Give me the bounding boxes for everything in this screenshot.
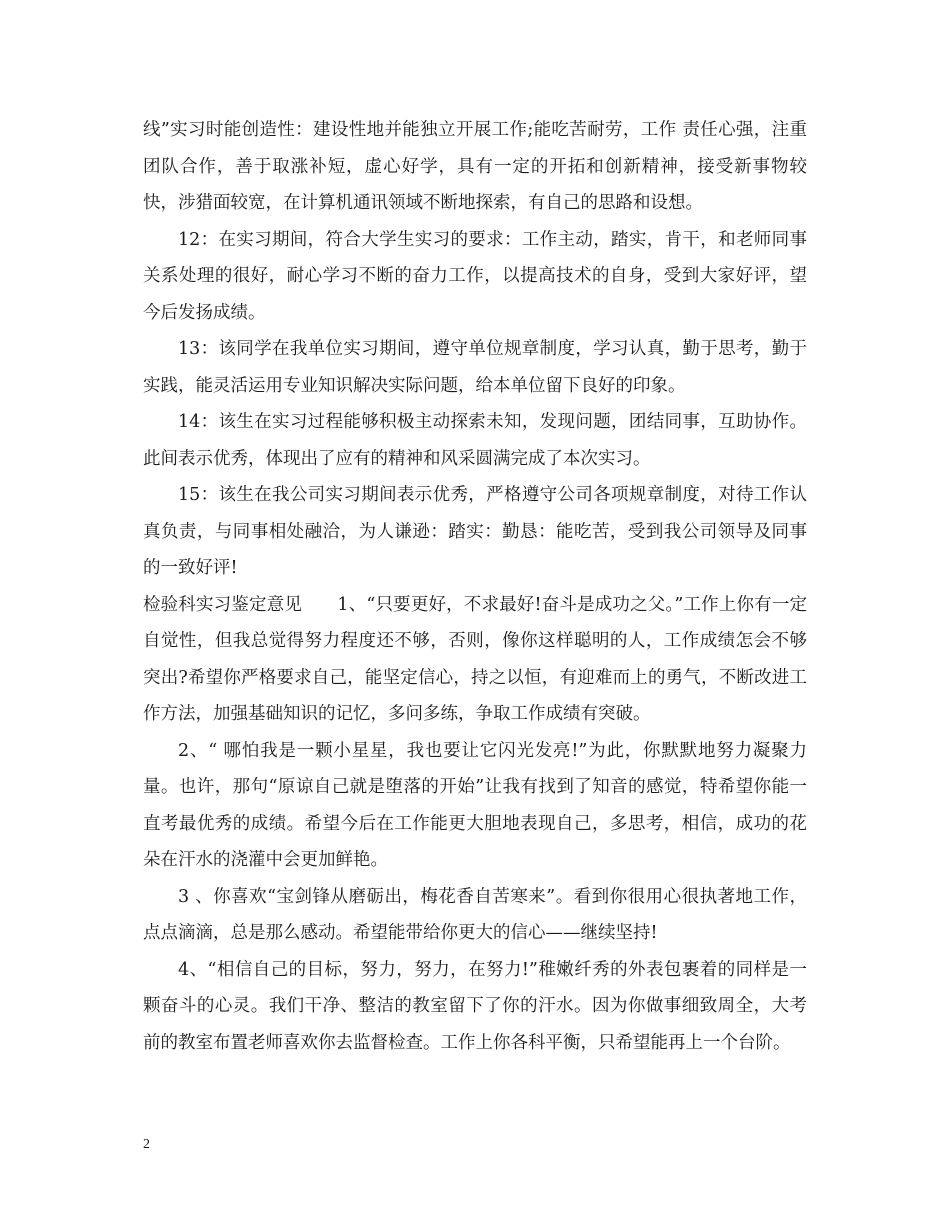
paragraph-4: 14：该生在实习过程能够积极主动探索未知，发现问题，团结同事，互助协作。此间表示优秀，体现出了应有的精神和风采圆满完成了本次实习。 <box>143 412 807 469</box>
paragraph-6: 检验科实习鉴定意见 1、“只要更好，不求最好!奋斗是成功之父。”工作上你有一定自觉性，但我总觉得努力程度还不够，否则，像你这样聪明的人，工作成绩怎会不够突出?希望你严格要求自己，能坚定信心，持之以恒，有迎难而上的勇气，不断改进工作方法，加强基础知识的记忆，多问多练，争取工作成绩有突破。 <box>143 594 807 724</box>
document-body <box>143 112 807 1061</box>
paragraph-5: 15：该生在我公司实习期间表示优秀，严格遵守公司各项规章制度，对待工作认真负责，与同事相处融洽，为人谦逊：踏实：勤恳：能吃苦，受到我公司领导及同事的一致好评! <box>143 485 807 578</box>
paragraph-8: 3 、你喜欢“宝剑锋从磨砺出，梅花香自苦寒来”。看到你很用心很执著地工作，点点滴滴，总是那么感动。希望能带给你更大的信心——继续坚持! <box>143 886 807 943</box>
paragraph-1: 线”实习时能创造性：建设性地并能独立开展工作;能吃苦耐劳，工作 责任心强，注重团队合作，善于取涨补短，虚心好学，具有一定的开拓和创新精神，接受新事物较快，涉猎面较宽，在计算机通讯领域不断地探索，有自己的思路和设想。 <box>143 120 807 213</box>
paragraph-9: 4、“相信自己的目标，努力，努力，在努力!”稚嫩纤秀的外表包裹着的同样是一颗奋斗的心灵。我们干净、整洁的教室留下了你的汗水。因为你做事细致周全，大考前的教室布置老师喜欢你去监督检查。工作上你各科平衡，只希望能再上一个台阶。 <box>143 959 807 1053</box>
paragraph-2: 12：在实习期间，符合大学生实习的要求：工作主动，踏实，肯干，和老师同事关系处理的很好，耐心学习不断的奋力工作，以提高技术的自身，受到大家好评，望今后发扬成绩。 <box>143 229 807 323</box>
paragraph-7: 2、“ 哪怕我是一颗小星星，我也要让它闪光发亮!”为此，你默默地努力凝聚力量。也许，那句“原谅自己就是堕落的开始”让我有找到了知音的感觉，特希望你能一直考最优秀的成绩。希望今后在工作能更大胆地表现自己，多思考，相信，成功的花朵在汗水的浇灌中会更加鲜艳。 <box>143 740 807 870</box>
page-number: 2 <box>143 1137 150 1152</box>
paragraph-3: 13：该同学在我单位实习期间，遵守单位规章制度，学习认真，勤于思考，勤于实践，能灵活运用专业知识解决实际问题，给本单位留下良好的印象。 <box>143 339 807 396</box>
